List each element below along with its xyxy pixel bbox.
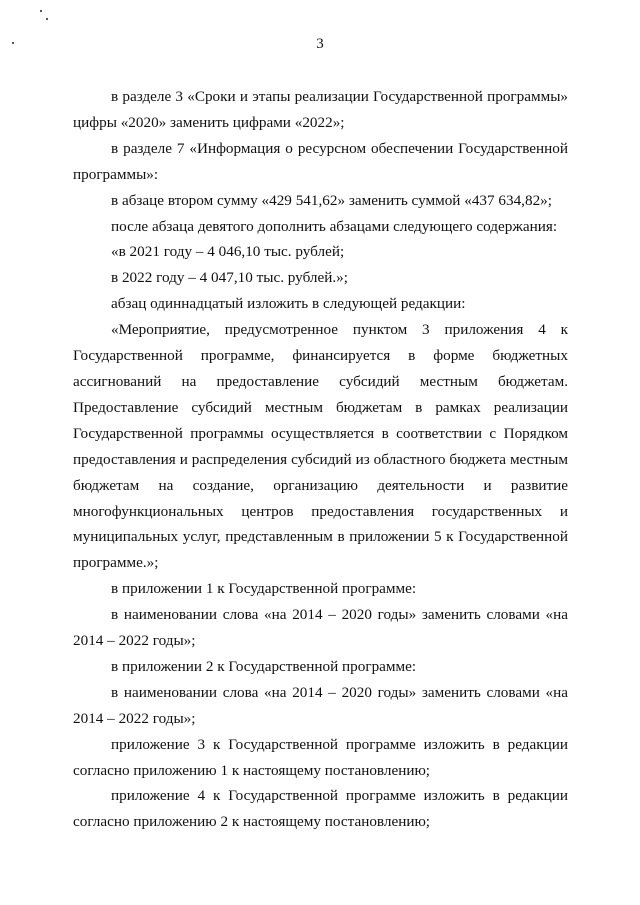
- paragraph-second-clause: в абзаце втором сумму «429 541,62» заменить суммой «437 634,82»;: [111, 191, 552, 209]
- document-body: [73, 84, 568, 835]
- page-number: 3: [316, 36, 324, 52]
- paragraph-event-quote: «Мероприятие, предусмотренное пунктом 3 приложения 4 к Государственной программе, финансируется в форме бюджетных ассигнований на предоставление субсидий местным бюджетам. Предоставление субсидий местным бюджетам в рамках реализации Государственной программы осуществляется в соответствии с Порядком предоставления и распределения субсидий из областного бюджета местным бюджетам на создание, организацию деятельности и развитие многофункциональных центров предоставления государственных и муниципальных услуг, представленным в приложении 5 к Государственной программе.»;: [73, 321, 568, 572]
- paragraph-appendix-4: приложение 4 к Государственной программе изложить в редакции согласно приложению 2 к настоящему постановлению;: [73, 787, 568, 831]
- paragraph-year-2022: в 2022 году – 4 047,10 тыс. рублей.»;: [111, 269, 348, 287]
- paragraph-section-7: в разделе 7 «Информация о ресурсном обеспечении Государственной программы»:: [73, 139, 568, 183]
- paragraph-after-ninth-clause: после абзаца девятого дополнить абзацами следующего содержания:: [111, 217, 558, 235]
- scan-mark-top: [40, 10, 42, 12]
- paragraph-appendix-1: в приложении 1 к Государственной программе:: [111, 580, 417, 598]
- paragraph-appendix-2: в приложении 2 к Государственной программе:: [111, 657, 417, 675]
- paragraph-appendix-3: приложение 3 к Государственной программе изложить в редакции согласно приложению 1 к настоящему постановлению;: [73, 735, 568, 779]
- scan-mark-top: [46, 18, 48, 20]
- paragraph-appendix-2-title: в наименовании слова «на 2014 – 2020 годы» заменить словами «на 2014 – 2022 годы»;: [73, 683, 568, 727]
- paragraph-appendix-1-title: в наименовании слова «на 2014 – 2020 годы» заменить словами «на 2014 – 2022 годы»;: [73, 606, 568, 650]
- paragraph-year-2021: «в 2021 году – 4 046,10 тыс. рублей;: [111, 243, 345, 261]
- paragraph-eleventh-clause: абзац одиннадцатый изложить в следующей редакции:: [111, 295, 466, 313]
- paragraph-section-3: в разделе 3 «Сроки и этапы реализации Государственной программы» цифры «2020» заменить цифрами «2022»;: [73, 88, 568, 131]
